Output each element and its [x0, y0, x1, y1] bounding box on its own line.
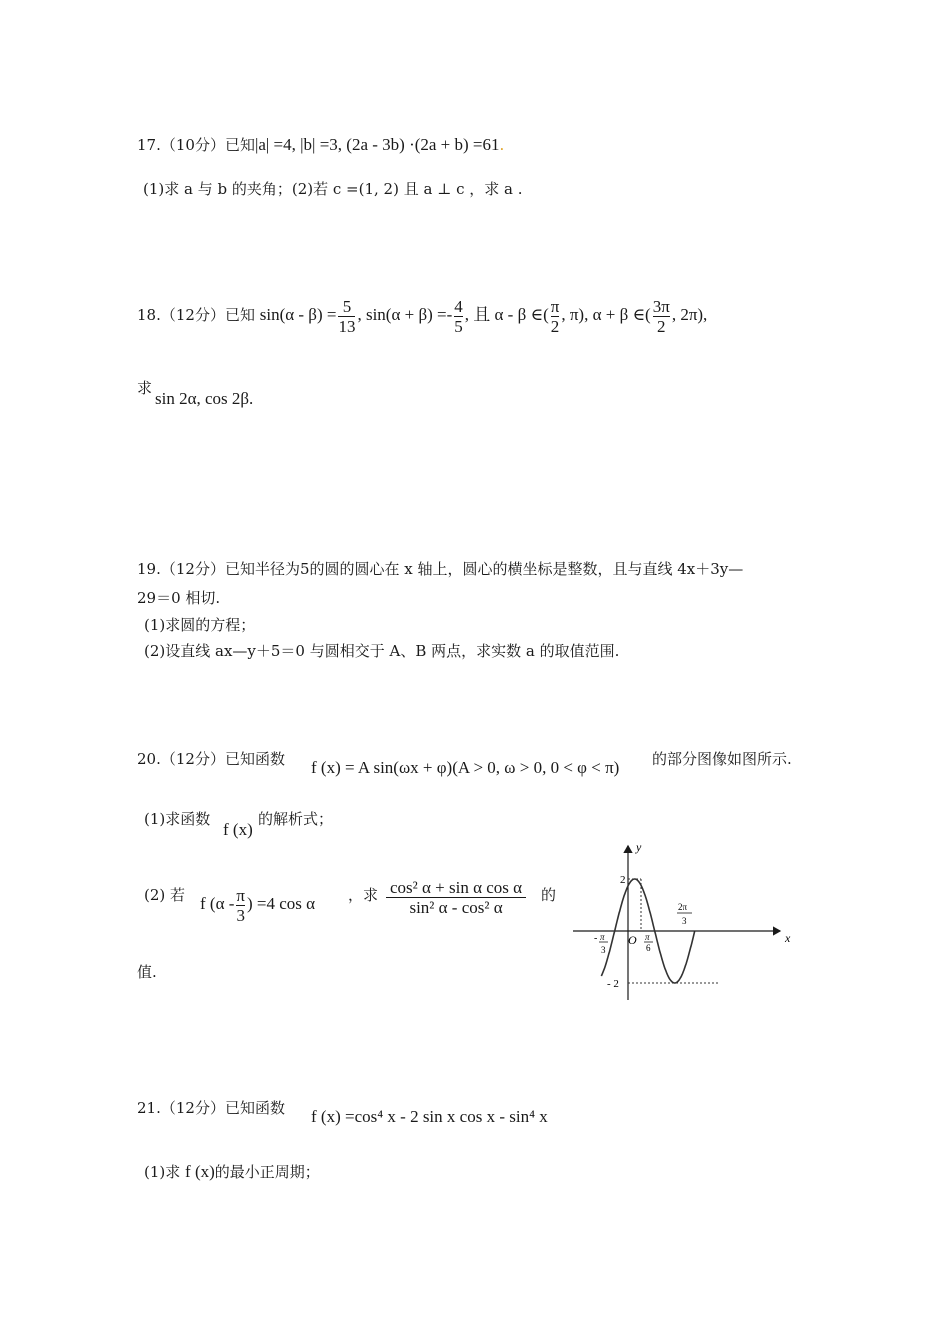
q19-stem-line2: 29＝0 相切.: [137, 589, 221, 607]
q21-stem-prefix: 21.（12分）已知函数: [137, 1099, 285, 1117]
q20-part2-bigfrac: [384, 878, 528, 917]
q20-stem-suffix: 的部分图像如图所示.: [652, 750, 792, 768]
q20-part2-prefix: (2) 若: [144, 886, 186, 904]
q20-part2-rest: ) =4 cos α: [246, 894, 316, 913]
q21-part1: [144, 1161, 320, 1183]
x-zero-num: 2π: [678, 902, 688, 912]
q20-part2-value: 值.: [137, 963, 157, 981]
q18-prefix: 18.（12分）已知: [137, 306, 255, 324]
q18-frac4-den: 2: [653, 316, 670, 336]
q20-part2-frac-num: π: [236, 885, 245, 905]
q17-end: .: [499, 136, 505, 154]
q18-expr3: , 且 α - β ∈(: [464, 305, 549, 324]
q20-part2-num: cos² α + sin α cos α: [390, 878, 523, 897]
q18-frac1-num: 5: [342, 296, 352, 316]
q18-stem: [137, 292, 707, 338]
origin-label: O: [628, 933, 637, 947]
q20-part2-bigfrac-inner: [386, 878, 526, 917]
x-left-sign: -: [594, 933, 598, 944]
q18-frac1: [338, 297, 355, 336]
q18-ask: [137, 377, 152, 399]
q18-expr1: sin(α - β) =: [259, 305, 337, 324]
q20-part2-frac-den: 3: [236, 905, 245, 925]
x-axis-label: x: [785, 931, 791, 945]
q20-part1-suffix: 的解析式；: [258, 810, 334, 828]
q20-part1-prefix: (1)求函数: [144, 810, 211, 828]
y-axis-label: y: [636, 840, 642, 854]
q18-expr4: , π), α + β ∈(: [561, 305, 651, 324]
q18-frac4: [653, 297, 670, 336]
q21-stem-math: f (x) =cos⁴ x - 2 sin x cos x - sin⁴ x: [311, 1107, 548, 1126]
q20-part2-den: sin² α - cos² α: [386, 897, 526, 917]
q19-stem-line1: 19.（12分）已知半径为5的圆的圆心在 x 轴上，圆心的横坐标是整数，且与直线 4x＋3y—: [137, 560, 744, 578]
q18-frac3-num: π: [550, 296, 560, 316]
q18-ask-math: sin 2α, cos 2β.: [155, 389, 254, 408]
y-min-label: - 2: [607, 978, 619, 990]
x-left-num: π: [600, 932, 605, 942]
q20-stem: [137, 748, 285, 770]
q20-part2-frac: [236, 886, 245, 925]
q17-math: |a| =4, |b| =3, (2a - 3b) ·(2a + b) =61: [254, 135, 500, 154]
q18-frac3: [551, 297, 560, 336]
q18-ask-label: 求: [137, 379, 153, 397]
q20-part2-ask: ，求: [348, 886, 379, 904]
q17-stem: [137, 134, 504, 156]
q20-prefix: 20.（12分）已知函数: [137, 750, 285, 768]
q17-part-text: (1)求 a 与 b 的夹角；(2)若 c =(1, 2) 且 a ⊥ c ，求 a .: [143, 180, 523, 198]
x-peak-den: 6: [646, 943, 651, 953]
q18-frac2-num: 4: [454, 296, 463, 316]
q18-frac1-den: 13: [338, 316, 356, 336]
q21-part1-suffix: 的最小正周期；: [214, 1163, 320, 1181]
q20-graph: [570, 838, 805, 1003]
q17-prefix: 17.（10分）已知: [137, 136, 255, 154]
q18-expr2: , sin(α + β) =-: [357, 305, 453, 324]
x-left-den: 3: [601, 945, 606, 955]
q21-part1-math: f (x): [185, 1162, 215, 1181]
q18-frac4-num: 3π: [652, 296, 670, 316]
x-zero-den: 3: [682, 916, 687, 926]
q18-frac2: [454, 297, 463, 336]
q20-part1-math: f (x): [223, 820, 253, 839]
q20-part2-eq: [200, 882, 315, 926]
q17-part: [143, 178, 522, 200]
q20-part2-f: f (α -: [200, 894, 235, 913]
q20-stem-math: f (x) = A sin(ωx + φ)(A > 0, ω > 0, 0 < φ < π): [311, 758, 620, 777]
q18-frac3-den: 2: [550, 316, 560, 336]
q20-part2-of: 的: [541, 886, 557, 904]
q21-part1-prefix: (1)求: [144, 1163, 181, 1181]
y-max-label: 2: [620, 874, 626, 886]
q19-part2: (2)设直线 ax—y＋5＝0 与圆相交于 A、B 两点，求实数 a 的取值范围.: [144, 642, 620, 660]
x-peak-num: π: [645, 932, 650, 942]
q19-part1: (1)求圆的方程；: [144, 616, 256, 634]
q18-frac2-den: 5: [454, 316, 463, 336]
q18-expr5: , 2π),: [671, 305, 708, 324]
